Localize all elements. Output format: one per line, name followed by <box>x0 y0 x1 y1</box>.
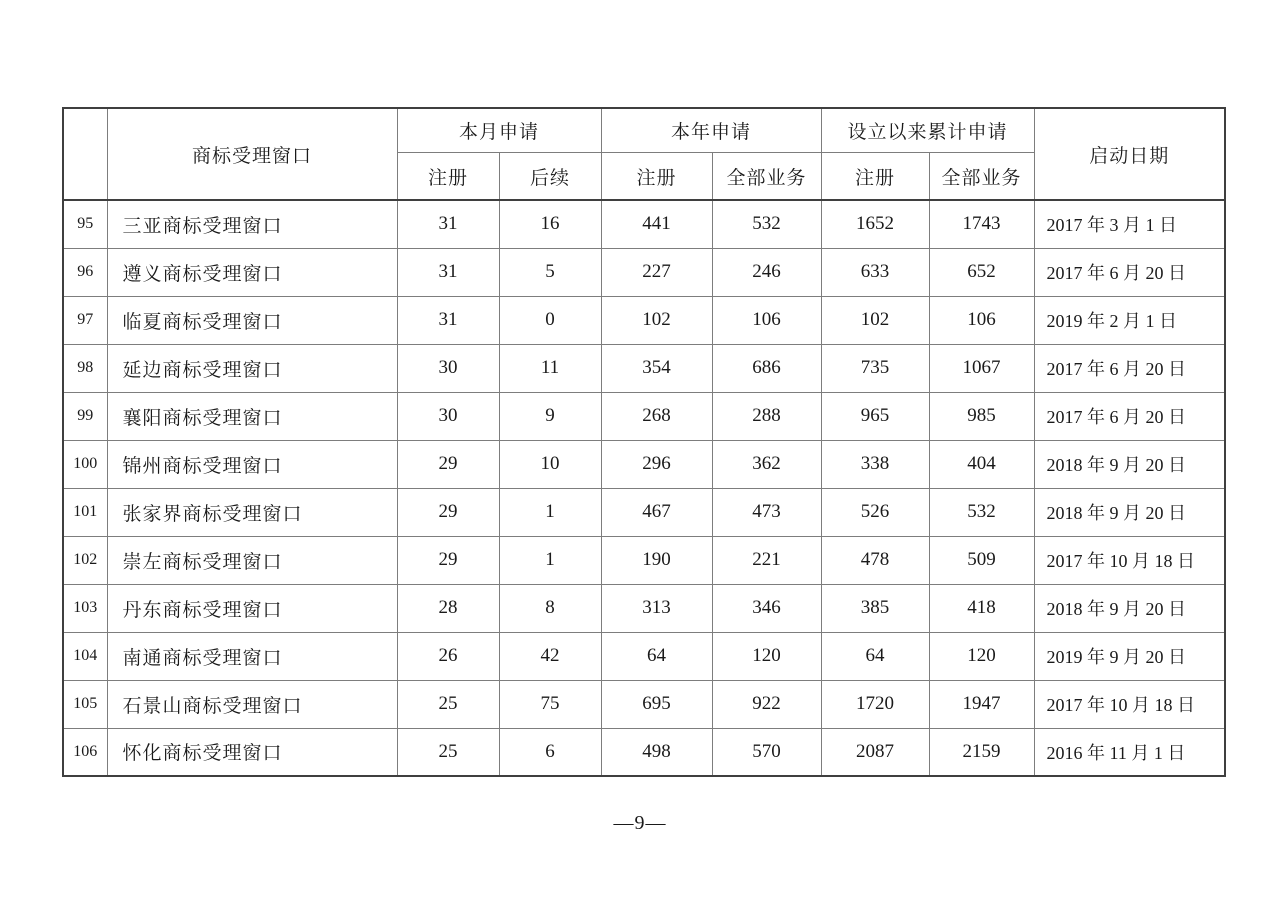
table-row <box>63 632 1225 680</box>
header-group-cumulative: 设立以来累计申请 <box>821 108 1034 153</box>
table-body <box>63 200 1225 776</box>
year-all-cell: 922 <box>712 680 821 728</box>
cum-all-cell: 120 <box>929 632 1034 680</box>
start-date-cell: 2018 年 9 月 20 日 <box>1034 584 1225 632</box>
cum-all-cell: 1743 <box>929 200 1034 248</box>
year-all-cell: 532 <box>712 200 821 248</box>
month-follow-cell: 16 <box>499 200 601 248</box>
cum-all-cell: 106 <box>929 296 1034 344</box>
header-group-row <box>63 108 1225 153</box>
window-name-cell: 襄阳商标受理窗口 <box>107 392 397 440</box>
window-name-cell: 张家界商标受理窗口 <box>107 488 397 536</box>
year-reg-cell: 268 <box>601 392 712 440</box>
row-number-cell: 97 <box>63 296 107 344</box>
month-reg-cell: 29 <box>397 488 499 536</box>
year-all-cell: 473 <box>712 488 821 536</box>
table-row <box>63 344 1225 392</box>
month-reg-cell: 31 <box>397 248 499 296</box>
header-year-all: 全部业务 <box>712 153 821 201</box>
year-all-cell: 686 <box>712 344 821 392</box>
year-all-cell: 570 <box>712 728 821 776</box>
year-all-cell: 106 <box>712 296 821 344</box>
table-row <box>63 248 1225 296</box>
header-month-follow: 后续 <box>499 153 601 201</box>
year-reg-cell: 695 <box>601 680 712 728</box>
window-name-cell: 怀化商标受理窗口 <box>107 728 397 776</box>
month-follow-cell: 11 <box>499 344 601 392</box>
cum-reg-cell: 735 <box>821 344 929 392</box>
page-number: —9— <box>613 812 667 834</box>
year-reg-cell: 467 <box>601 488 712 536</box>
window-name-cell: 石景山商标受理窗口 <box>107 680 397 728</box>
start-date-cell: 2017 年 10 月 18 日 <box>1034 536 1225 584</box>
table-header <box>63 108 1225 200</box>
year-reg-cell: 190 <box>601 536 712 584</box>
table-row <box>63 584 1225 632</box>
row-number-cell: 100 <box>63 440 107 488</box>
year-reg-cell: 313 <box>601 584 712 632</box>
year-reg-cell: 441 <box>601 200 712 248</box>
window-name-cell: 临夏商标受理窗口 <box>107 296 397 344</box>
cum-reg-cell: 102 <box>821 296 929 344</box>
cum-all-cell: 418 <box>929 584 1034 632</box>
cum-all-cell: 652 <box>929 248 1034 296</box>
cum-all-cell: 1067 <box>929 344 1034 392</box>
year-all-cell: 362 <box>712 440 821 488</box>
year-all-cell: 246 <box>712 248 821 296</box>
window-name-cell: 遵义商标受理窗口 <box>107 248 397 296</box>
month-follow-cell: 8 <box>499 584 601 632</box>
month-follow-cell: 42 <box>499 632 601 680</box>
cum-reg-cell: 478 <box>821 536 929 584</box>
window-name-cell: 三亚商标受理窗口 <box>107 200 397 248</box>
month-reg-cell: 31 <box>397 200 499 248</box>
header-window-col: 商标受理窗口 <box>107 108 397 200</box>
row-number-cell: 102 <box>63 536 107 584</box>
month-reg-cell: 28 <box>397 584 499 632</box>
month-reg-cell: 30 <box>397 344 499 392</box>
trademark-window-table <box>62 107 1226 777</box>
year-all-cell: 346 <box>712 584 821 632</box>
row-number-cell: 105 <box>63 680 107 728</box>
window-name-cell: 锦州商标受理窗口 <box>107 440 397 488</box>
year-reg-cell: 64 <box>601 632 712 680</box>
month-reg-cell: 25 <box>397 728 499 776</box>
row-number-cell: 101 <box>63 488 107 536</box>
row-number-cell: 96 <box>63 248 107 296</box>
window-name-cell: 南通商标受理窗口 <box>107 632 397 680</box>
month-reg-cell: 29 <box>397 536 499 584</box>
month-follow-cell: 10 <box>499 440 601 488</box>
cum-all-cell: 985 <box>929 392 1034 440</box>
table-row <box>63 392 1225 440</box>
start-date-cell: 2017 年 10 月 18 日 <box>1034 680 1225 728</box>
window-name-cell: 崇左商标受理窗口 <box>107 536 397 584</box>
header-cum-all: 全部业务 <box>929 153 1034 201</box>
window-name-cell: 丹东商标受理窗口 <box>107 584 397 632</box>
table-row <box>63 680 1225 728</box>
start-date-cell: 2018 年 9 月 20 日 <box>1034 488 1225 536</box>
month-reg-cell: 31 <box>397 296 499 344</box>
cum-reg-cell: 1720 <box>821 680 929 728</box>
start-date-cell: 2017 年 6 月 20 日 <box>1034 248 1225 296</box>
start-date-cell: 2018 年 9 月 20 日 <box>1034 440 1225 488</box>
cum-all-cell: 2159 <box>929 728 1034 776</box>
cum-all-cell: 509 <box>929 536 1034 584</box>
month-follow-cell: 9 <box>499 392 601 440</box>
month-follow-cell: 1 <box>499 488 601 536</box>
table-row <box>63 440 1225 488</box>
start-date-cell: 2019 年 9 月 20 日 <box>1034 632 1225 680</box>
year-reg-cell: 102 <box>601 296 712 344</box>
year-all-cell: 120 <box>712 632 821 680</box>
cum-all-cell: 1947 <box>929 680 1034 728</box>
table-row <box>63 200 1225 248</box>
cum-reg-cell: 1652 <box>821 200 929 248</box>
month-follow-cell: 1 <box>499 536 601 584</box>
month-follow-cell: 6 <box>499 728 601 776</box>
month-reg-cell: 29 <box>397 440 499 488</box>
year-reg-cell: 354 <box>601 344 712 392</box>
header-cum-reg: 注册 <box>821 153 929 201</box>
year-reg-cell: 296 <box>601 440 712 488</box>
month-reg-cell: 25 <box>397 680 499 728</box>
window-name-cell: 延边商标受理窗口 <box>107 344 397 392</box>
table-row <box>63 536 1225 584</box>
cum-reg-cell: 965 <box>821 392 929 440</box>
row-number-cell: 103 <box>63 584 107 632</box>
row-number-cell: 98 <box>63 344 107 392</box>
table-row <box>63 488 1225 536</box>
year-reg-cell: 498 <box>601 728 712 776</box>
cum-reg-cell: 633 <box>821 248 929 296</box>
start-date-cell: 2019 年 2 月 1 日 <box>1034 296 1225 344</box>
year-reg-cell: 227 <box>601 248 712 296</box>
table-row <box>63 296 1225 344</box>
month-follow-cell: 0 <box>499 296 601 344</box>
month-follow-cell: 75 <box>499 680 601 728</box>
year-all-cell: 221 <box>712 536 821 584</box>
header-group-year: 本年申请 <box>601 108 821 153</box>
cum-reg-cell: 526 <box>821 488 929 536</box>
cum-reg-cell: 64 <box>821 632 929 680</box>
start-date-cell: 2016 年 11 月 1 日 <box>1034 728 1225 776</box>
month-follow-cell: 5 <box>499 248 601 296</box>
month-reg-cell: 26 <box>397 632 499 680</box>
table-row <box>63 728 1225 776</box>
cum-reg-cell: 338 <box>821 440 929 488</box>
cum-all-cell: 532 <box>929 488 1034 536</box>
cum-reg-cell: 385 <box>821 584 929 632</box>
row-number-cell: 104 <box>63 632 107 680</box>
row-number-cell: 99 <box>63 392 107 440</box>
header-group-month: 本月申请 <box>397 108 601 153</box>
header-month-reg: 注册 <box>397 153 499 201</box>
header-year-reg: 注册 <box>601 153 712 201</box>
cum-reg-cell: 2087 <box>821 728 929 776</box>
header-date-col: 启动日期 <box>1034 108 1225 200</box>
cum-all-cell: 404 <box>929 440 1034 488</box>
start-date-cell: 2017 年 6 月 20 日 <box>1034 344 1225 392</box>
row-number-cell: 95 <box>63 200 107 248</box>
year-all-cell: 288 <box>712 392 821 440</box>
month-reg-cell: 30 <box>397 392 499 440</box>
corner-cell <box>63 108 107 200</box>
start-date-cell: 2017 年 3 月 1 日 <box>1034 200 1225 248</box>
start-date-cell: 2017 年 6 月 20 日 <box>1034 392 1225 440</box>
row-number-cell: 106 <box>63 728 107 776</box>
